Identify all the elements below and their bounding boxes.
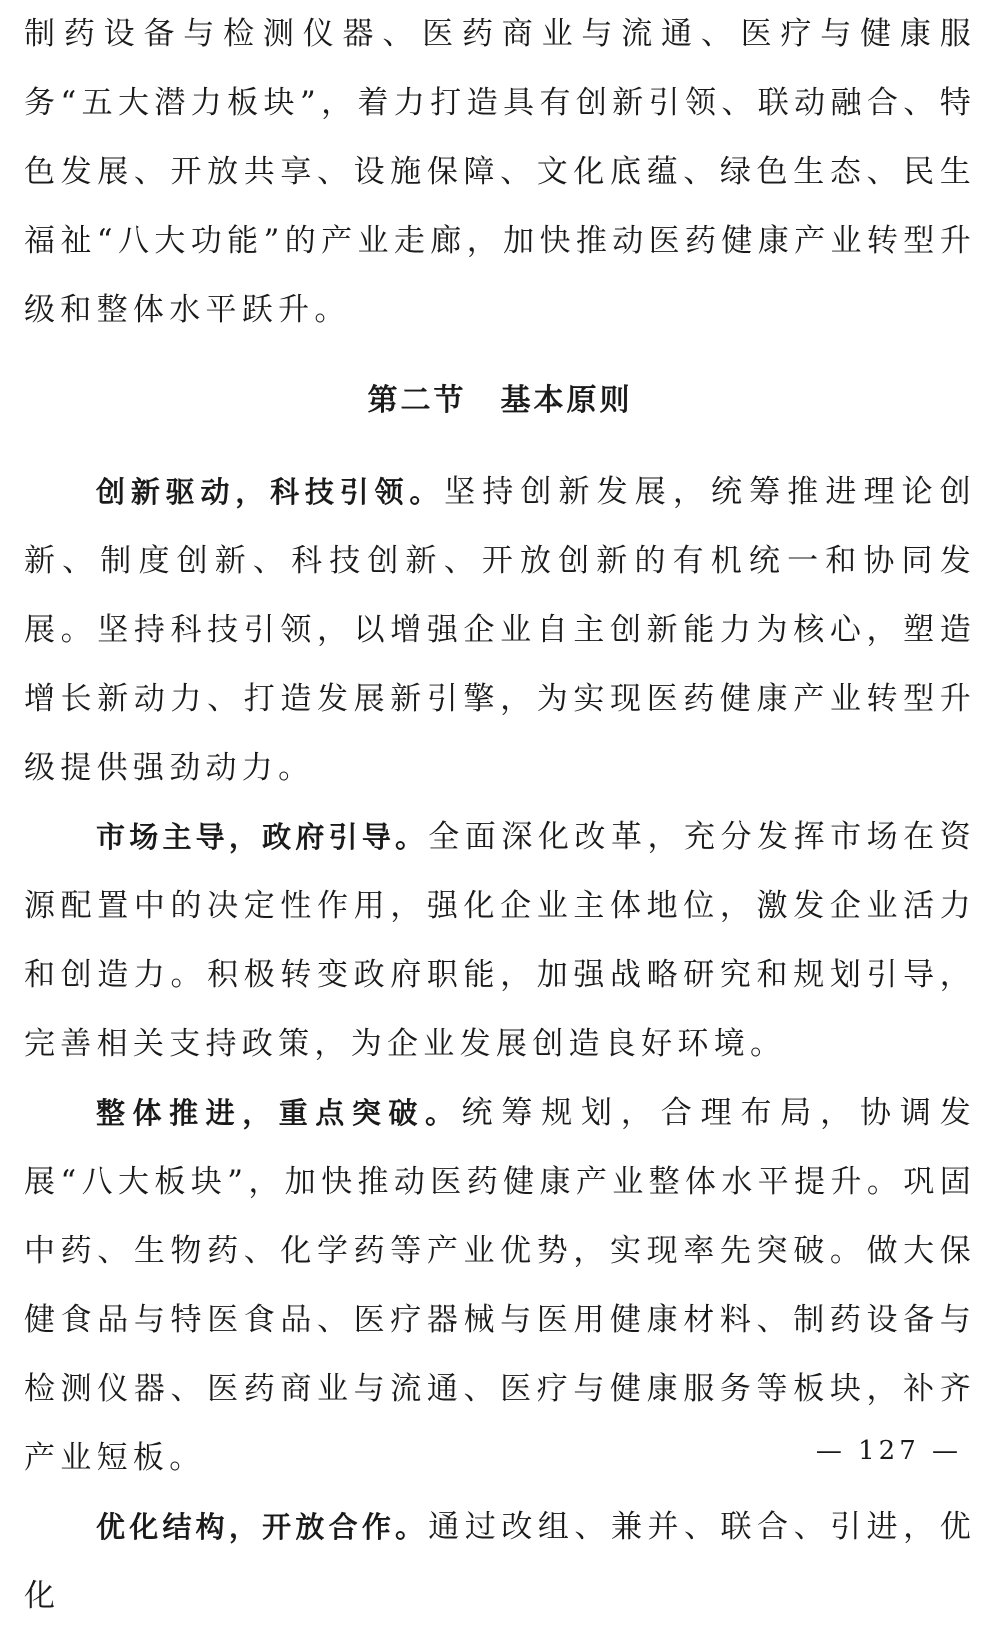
section-heading (24, 371, 976, 431)
principle-paragraph (24, 458, 976, 803)
principle-lead: 整体推进，重点突破。 (96, 1096, 462, 1130)
principle-body: 通过改组、兼并、联合、引进，优化 (24, 1509, 976, 1614)
principle-lead: 创新驱动，科技引领。 (96, 475, 445, 509)
document-page (24, 0, 976, 1631)
page-number: — 127 — (815, 1436, 962, 1466)
principle-paragraph (24, 803, 976, 1079)
principle-body: 坚持创新发展，统筹推进理论创新、制度创新、科技创新、开放创新的有机统一和协同发展。坚持科技引领，以增强企业自主创新能力为核心，塑造增长新动力、打造发展新引擎，为实现医药健康产业转型升级提供强劲动力。 (24, 474, 976, 786)
principle-body: 全面深化改革，充分发挥市场在资源配置中的决定性作用，强化企业主体地位，激发企业活力和创造力。积极转变政府职能，加强战略研究和规划引导，完善相关支持政策，为企业发展创造良好环境。 (24, 819, 976, 1062)
intro-paragraph: 制药设备与检测仪器、医药商业与流通、医疗与健康服务“五大潜力板块”，着力打造具有创新引领、联动融合、特色发展、开放共享、设施保障、文化底蕴、绿色生态、民生福祉“八大功能”的产业走廊，加快推动医药健康产业转型升级和整体水平跃升。 (24, 16, 976, 328)
principle-paragraph (24, 1493, 976, 1631)
principle-lead: 优化结构，开放合作。 (96, 1510, 429, 1544)
section-title: 基本原则 (500, 383, 633, 418)
principle-lead: 市场主导，政府引导。 (96, 820, 429, 854)
section-number: 第二节 (367, 383, 467, 418)
principle-paragraph (24, 1079, 976, 1493)
principle-body: 统筹规划，合理布局，协调发展“八大板块”，加快推动医药健康产业整体水平提升。巩固中药、生物药、化学药等产业优势，实现率先突破。做大保健食品与特医食品、医疗器械与医用健康材料、制药设备与检测仪器、医药商业与流通、医疗与健康服务等板块，补齐产业短板。 (24, 1095, 976, 1476)
